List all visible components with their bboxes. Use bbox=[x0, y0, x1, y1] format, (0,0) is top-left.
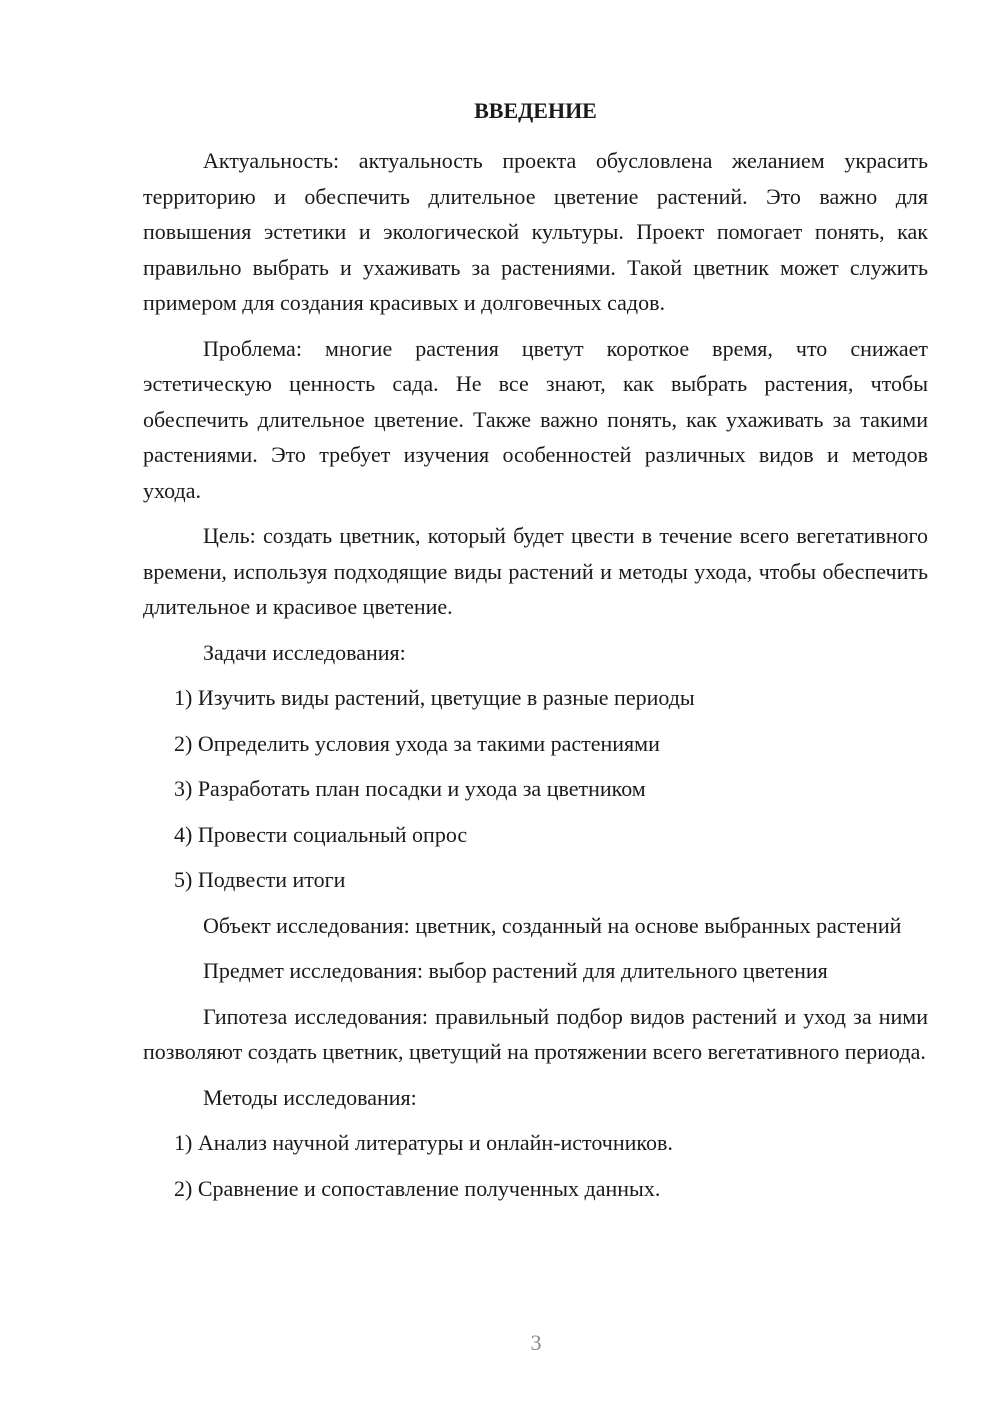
page-number: 3 bbox=[530, 1330, 542, 1355]
tasks-heading: Задачи исследования: bbox=[203, 639, 406, 665]
method-item-1: 1) Анализ научной литературы и онлайн-источников. bbox=[174, 1130, 673, 1155]
tasks-list bbox=[143, 680, 928, 898]
relevance-paragraph: Актуальность: актуальность проекта обусловлена желанием украсить территорию и обеспечить длительное цветение растений. Это важно для повышения эстетики и экологической культуры. Проект помогает понять, как правильно выбрать и ухаживать за растениями. Такой цветник может служить примером для создания красивых и долговечных садов. bbox=[143, 148, 928, 315]
method-item-2: 2) Сравнение и сопоставление полученных данных. bbox=[174, 1175, 661, 1201]
task-item-4: 4) Провести социальный опрос bbox=[174, 821, 468, 847]
task-item-5: 5) Подвести итоги bbox=[174, 867, 346, 892]
subject-paragraph: Предмет исследования: выбор растений для длительного цветения bbox=[203, 958, 828, 983]
task-item-1: 1) Изучить виды растений, цветущие в разные периоды bbox=[174, 685, 695, 710]
section-title: ВВЕДЕНИЕ bbox=[474, 98, 597, 123]
methods-heading: Методы исследования: bbox=[203, 1084, 417, 1110]
object-paragraph: Объект исследования: цветник, созданный на основе выбранных растений bbox=[203, 912, 902, 938]
task-item-2: 2) Определить условия ухода за такими растениями bbox=[174, 730, 660, 756]
task-item-3: 3) Разработать план посадки и ухода за цветником bbox=[174, 776, 646, 801]
methods-list bbox=[143, 1125, 928, 1206]
hypothesis-paragraph: Гипотеза исследования: правильный подбор видов растений и уход за ними позволяют создать цветник, цветущий на протяжении всего вегетативного периода. bbox=[143, 1003, 928, 1064]
goal-paragraph: Цель: создать цветник, который будет цвести в течение всего вегетативного времени, используя подходящие виды растений и методы ухода, чтобы обеспечить длительное и красивое цветение. bbox=[143, 523, 928, 619]
document-page bbox=[143, 95, 928, 1216]
problem-paragraph: Проблема: многие растения цветут короткое время, что снижает эстетическую ценность сада. Не все знают, как выбрать растения, чтобы обеспечить длительное цветение. Также важно понять, как ухаживать за такими растениями. Это требует изучения особенностей различных видов и методов ухода. bbox=[143, 335, 928, 503]
